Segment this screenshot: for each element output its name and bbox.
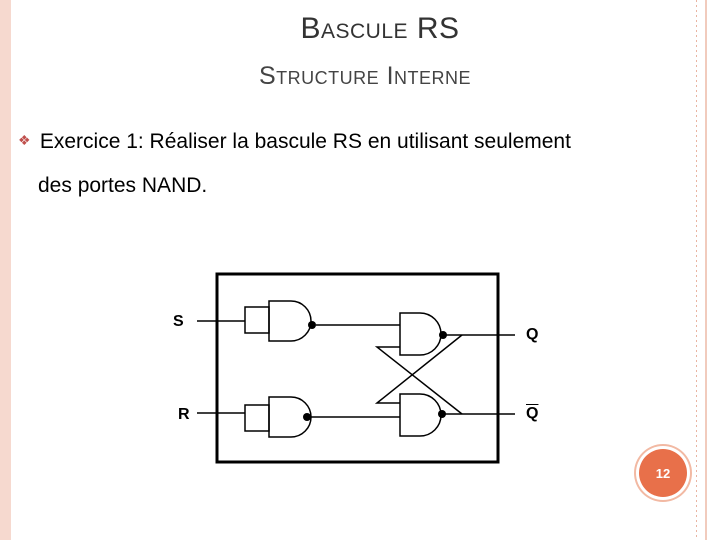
feedback-top-to-bottom	[377, 347, 462, 414]
inversion-bubble-top	[439, 331, 447, 339]
gate-s-input-box	[245, 307, 269, 333]
diamond-bullet-icon: ❖	[18, 132, 31, 148]
exercise-text: Réaliser la bascule RS en utilisant seulement	[143, 130, 571, 153]
page-number-badge: 12	[639, 449, 687, 497]
gate-r-input-box	[245, 405, 269, 431]
nand-gate-bottom	[400, 394, 441, 436]
nand-gate-s	[269, 301, 311, 341]
nand-gate-top	[400, 313, 441, 355]
diagram-frame	[217, 274, 498, 462]
inversion-bubble-s	[308, 321, 316, 329]
exercise-text-continued: des portes NAND.	[38, 174, 208, 197]
slide-title: Bascule RS	[300, 12, 460, 45]
exercise-label: Exercice 1:	[39, 130, 144, 153]
slide-subtitle: Structure Interne	[258, 62, 472, 90]
inversion-bubble-bottom	[438, 410, 446, 418]
input-r-label: R	[178, 406, 190, 423]
feedback-bottom-to-top	[377, 335, 462, 403]
input-s-label: S	[173, 313, 184, 330]
inversion-bubble-r	[303, 413, 311, 421]
output-q-label: Q	[526, 326, 539, 343]
output-qbar-label: $\overline{Q}$	[526, 405, 539, 422]
